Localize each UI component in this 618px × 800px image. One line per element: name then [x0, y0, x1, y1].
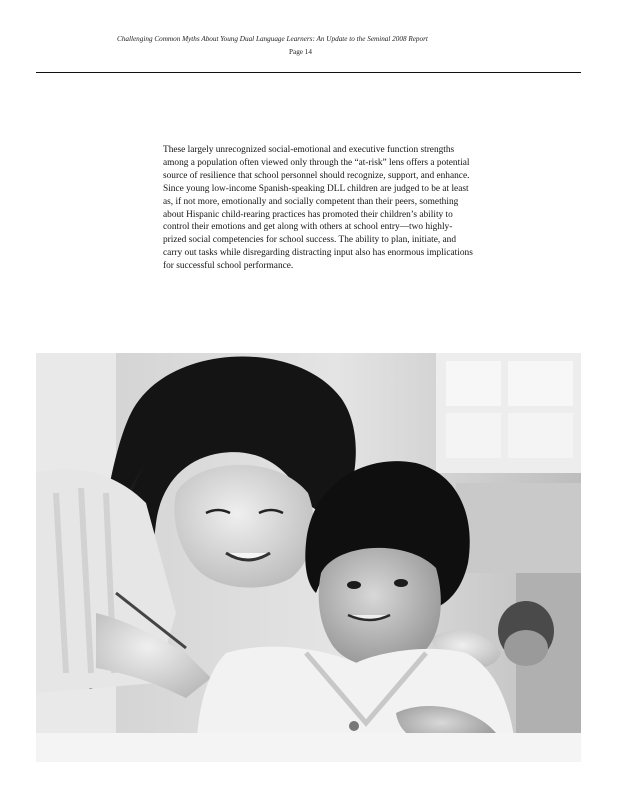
body-paragraph: These largely unrecognized social-emotional and executive function strengths among a population often viewed only through the “at-risk” lens offers a potential source of resilience that school personnel should recognize, support, and enhance. Since young low-income Spanish-speaking DLL children are judged to be at least as, if not more, emotionally and socially competent than their peers, something about Hispanic child-rearing practices has promoted their children’s ability to control their emotions and get along with others at school entry—two highly-prized social competencies for school success. The ability to plan, initiate, and carry out tasks while disregarding distracting input also has enormous implications for successful school performance. [163, 145, 473, 272]
page-number: Page 14 [289, 48, 312, 56]
report-title: Challenging Common Myths About Young Dual Language Learners: An Update to the Seminal 2008 Report [117, 35, 428, 43]
photo-illustration [36, 353, 581, 762]
header-divider [36, 72, 581, 73]
teacher-child-photo [36, 353, 581, 762]
